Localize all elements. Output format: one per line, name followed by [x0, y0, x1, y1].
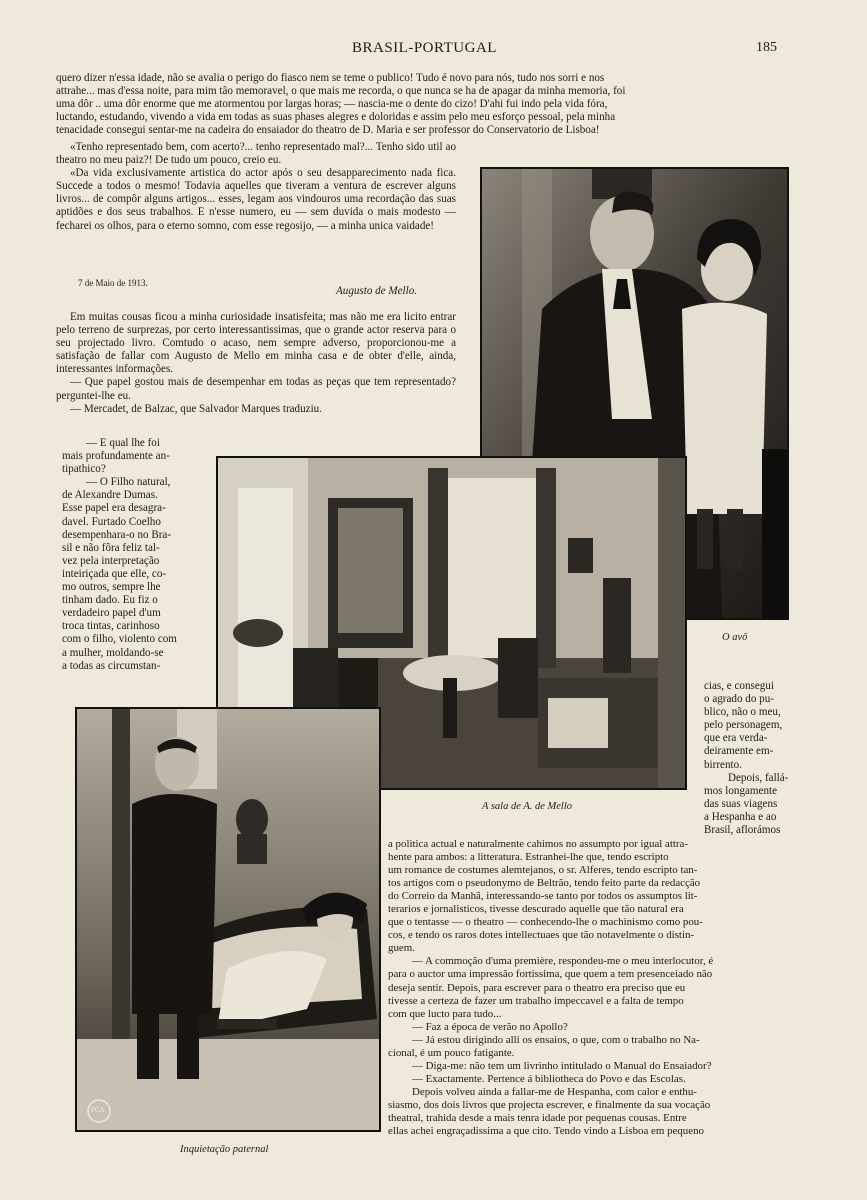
main-line: tos artigos com o pseudonymo de Beltrão, tendo feito parte da redacção — [388, 877, 701, 890]
paragraph: — Mercadet, de Balzac, que Salvador Marques traduziu. — [70, 402, 322, 415]
main-line: — Já estou dirigindo alli os ensaios, o que, com o trabalho no Na- — [412, 1033, 700, 1046]
date-and-signature — [56, 275, 436, 301]
narrow-line: mo outros, sempre lhe — [62, 581, 161, 594]
narrow-line: davel. Furtado Coelho — [62, 515, 161, 528]
main-line: Depois volveu ainda a fallar-me de Hespanha, com calor e enthu- — [412, 1085, 697, 1098]
main-line: siasmo, dos dois livros que projecta escrever, e finalmente da sua vocação — [388, 1098, 711, 1111]
right-narrow-line: Brasil, aflorámos — [704, 824, 781, 837]
right-main-column — [388, 838, 798, 1138]
main-line: theatral, trahida desde a mais tenra idade por pequenas cousas. Entre — [388, 1111, 687, 1124]
caption-paternal: Inquietação paternal — [180, 1144, 269, 1155]
main-line: terarios e jornalisticos, tivesse descurado aquelle que tão natural era — [388, 903, 684, 916]
right-narrow-line: deiramente em- — [704, 745, 774, 758]
paragraph: Em muitas cousas ficou a minha curiosidade insatisfeita; mas não me era licito entrar pelo terreno de surprezas, por certo interessantissimas, que o grande actor reserva para o seu projectado livro. Comtudo o acaso, nem sempre adverso, proporcionou-me a satisfação de fallar com Augusto de Mello em minha casa e de obter d'elle, ainda, interessantes informações. — [56, 311, 456, 376]
caption-living-room: A sala de A. de Mello — [482, 801, 573, 812]
main-line: ellas achei engraçadissima a que cito. Tendo vindo a Lisboa em pequeno — [388, 1125, 704, 1138]
main-line: cional, é um pouco fatigante. — [388, 1046, 515, 1059]
photo-monogram: FCA — [91, 1106, 105, 1114]
narrow-line: sil e não fôra feliz tal- — [62, 541, 160, 554]
right-narrow-line: Depois, fallá- — [728, 771, 789, 784]
intro-line: uma dôr .. uma dôr enorme que me atormentou por largas horas; — nascia-me o dente do cizo! D'ahi fui indo pela vida fóra, — [56, 98, 608, 111]
caption-grandfather: O avô — [722, 632, 748, 643]
right-narrow-line: o agrado do pu- — [704, 693, 774, 706]
main-line: para o auctor uma impressão fortissima, que quem a tem presenceiado não — [388, 968, 713, 981]
right-narrow-line: pelo personagem, — [704, 719, 783, 732]
main-line: que o tentasse — o theatro — conhecendo-lhe o machinismo como pou- — [388, 916, 703, 929]
narrow-line: tinham dado. Eu fiz o — [62, 594, 158, 607]
right-narrow-line: blico, não o meu, — [704, 706, 781, 719]
main-line: — Exactamente. Pertence á bibliotheca do Povo e das Escolas. — [412, 1072, 686, 1085]
signature: Augusto de Mello. — [336, 285, 418, 297]
narrow-line: verdadeiro papel d'um — [62, 607, 161, 620]
main-line: com que lucto para tudo... — [388, 1007, 502, 1020]
main-line: um romance de costumes alemtejanos, o sr. Alferes, tendo escripto tan- — [388, 864, 698, 877]
narrow-line: de Alexandre Dumas. — [62, 489, 158, 502]
narrow-line: troca tintas, carinhoso — [62, 620, 160, 633]
left-column-lower — [56, 311, 456, 416]
intro-line: attrahe... mas d'essa noite, para mim tão memoravel, o que mais me recorda, o que nunca se ha de apagar da minha memoria, foi — [56, 85, 626, 98]
intro-line: luctando, estudando, vivendo a vida em todas as suas phases alegres e doloridas e assim pelo meu esforço pessoal, pela minha — [56, 111, 616, 124]
main-line: deseja sentir. Depois, para escrever para o theatro era preciso que eu — [388, 981, 686, 994]
intro-text — [56, 72, 790, 137]
narrow-line: inteiriçada que elle, co- — [62, 567, 167, 580]
main-line: — Diga-me: não tem um livrinho intitulado o Manual do Ensaiador? — [412, 1059, 712, 1072]
paragraph: «Da vida exclusivamente artistica do actor após o seu desapparecimento nada fica. Succede a todos o mesmo! Todavia aquelles que tiveram a ventura de escrever alguns livros... de compôr alguns artigos... esses, legam aos vindouros uma recordação das suas aptidões e dos seus trabalhos. E n'esse numero, eu — sem duvida o mais modesto — fecharei os olhos, para o eterno somno, com esse regosijo, — a minha unica vaidade! — [56, 167, 456, 232]
main-line: cos, e tendo os raros dotes intellectuaes que tão notavelmente o distin- — [388, 929, 695, 942]
photo-paternal-image — [77, 709, 379, 1130]
right-narrow-line: mos longamente — [704, 784, 778, 797]
main-line: guem. — [388, 942, 415, 955]
date-line: 7 de Maio de 1913. — [78, 278, 148, 288]
page-header — [0, 40, 867, 60]
page-number: 185 — [756, 40, 777, 55]
narrow-line: — O Filho natural, — [86, 476, 171, 489]
right-narrow-line: que era verda- — [704, 732, 768, 745]
intro-line: tenacidade consegui sentar-me na cadeira do ensaiador do theatro de D. Maria e ser professor do Conservatorio de Lisboa! — [56, 124, 600, 137]
main-line: do Correio da Manhã, interessando-se tanto por todos os assumptos lit- — [388, 890, 698, 903]
main-line: — Faz a época de verão no Apollo? — [412, 1020, 568, 1033]
narrow-left-column — [62, 437, 212, 673]
narrow-line: vez pela interpretação — [62, 554, 160, 567]
narrow-line: tipathico? — [62, 463, 106, 476]
magazine-title: BRASIL-PORTUGAL — [352, 40, 497, 56]
narrow-line: — E qual lhe foi — [86, 437, 160, 449]
main-line: a politica actual e naturalmente cahimos no assumpto por igual attra- — [388, 838, 688, 850]
narrow-line: mais profundamente an- — [62, 450, 170, 463]
main-line: tivesse a certeza de fazer um trabalho impeccavel e a falta de tempo — [388, 994, 684, 1007]
paragraph: «Tenho representado bem, com acerto?... tenho representado mal?... Tenho sido util ao theatro no meu paiz?! De tudo um pouco, creio eu. — [56, 141, 456, 167]
main-line: hente para ambos: a litteratura. Estranhei-lhe que, tendo escripto — [388, 851, 669, 864]
paragraph: — Que papel gostou mais de desempenhar em todas as peças que tem representado? perguntei-lhe eu. — [56, 376, 456, 402]
narrow-line: desempenhara-o no Bra- — [62, 528, 172, 541]
narrow-line: a mulher, moldando-se — [62, 646, 164, 659]
right-narrow-line: a Hespanha e ao — [704, 810, 777, 823]
right-narrow-line: das suas viagens — [704, 797, 778, 810]
right-narrow-line: birrento. — [704, 758, 742, 771]
narrow-line: Esse papel era desagra- — [62, 502, 166, 515]
narrow-line: com o filho, violento com — [62, 633, 177, 646]
left-column-upper — [56, 141, 456, 233]
main-line: — A commoção d'uma première, respondeu-me o meu interlocutor, é — [412, 955, 714, 968]
narrow-line: a todas as circumstan- — [62, 659, 161, 672]
intro-line: quero dizer n'essa idade, não se avalia o perigo do fiasco nem se teme o publico! Tudo é novo para nós, tudo nos sorri e nos — [56, 72, 605, 84]
right-narrow-column — [704, 680, 798, 837]
right-narrow-line: cias, e consegui — [704, 680, 774, 692]
photo-paternal — [75, 707, 381, 1132]
